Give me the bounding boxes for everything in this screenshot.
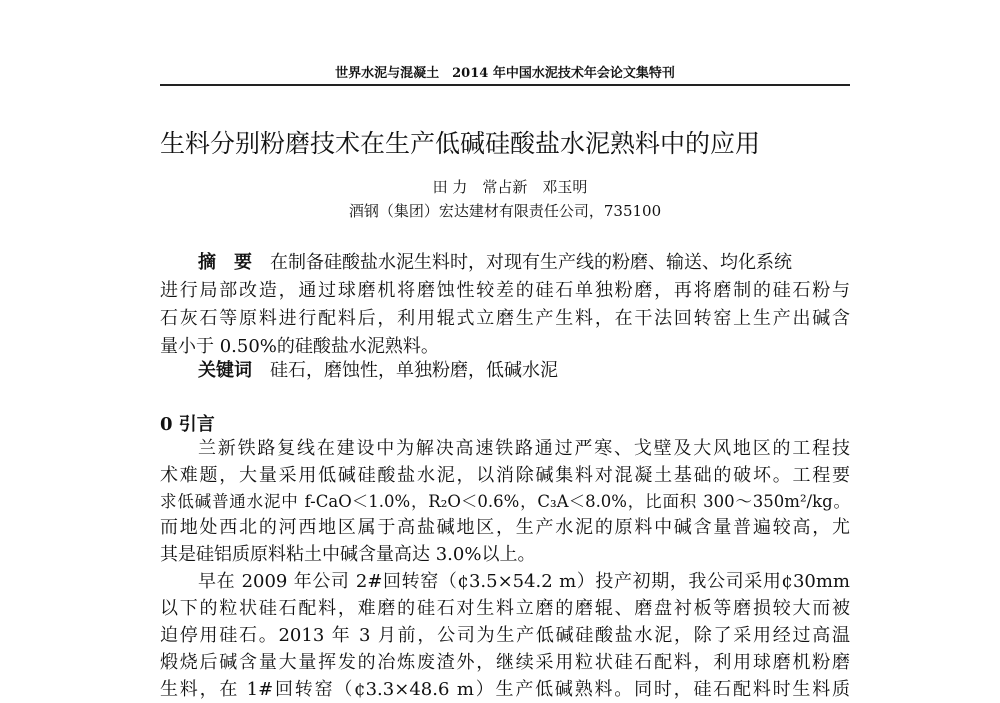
body-line: 以下的粒状硅石配料，难磨的硅石对生料立磨的磨辊、磨盘衬板等磨损较大而被 [160,598,850,619]
body-line: 求低碱普通水泥中 f-CaO＜1.0%，R₂O＜0.6%，C₃A＜8.0%，比面积 300～350m²/kg。 [160,492,850,511]
body-line: 生料，在 1#回转窑（¢3.3×48.6 m）生产低碱熟料。同时，硅石配料时生料质 [160,679,850,700]
abstract-line: 石灰石等原料进行配料后，利用辊式立磨生产生料，在干法回转窑上生产出碱含 [160,308,850,329]
body-line: 而地处西北的河西地区属于高盐碱地区，生产水泥的原料中碱含量普遍较高，尤 [160,517,850,538]
body-line: 迫停用硅石。2013 年 3 月前，公司为生产低碱硅酸盐水泥，除了采用经过高温 [160,625,850,646]
running-header: 世界水泥与混凝土 2014 年中国水泥技术年会论文集特刊 [335,66,675,81]
abstract-text: 在制备硅酸盐水泥生料时，对现有生产线的粉磨、输送、均化系统 [270,252,792,273]
body-line: 其是硅铝质原料粘土中碱含量高达 3.0%以上。 [160,544,536,565]
section-heading: 0 引言 [160,414,215,435]
keywords-line [160,360,850,382]
body-line: 煅烧后碱含量大量挥发的冶炼废渣外，继续采用粒状硅石配料，利用球磨机粉磨 [160,652,850,673]
abstract-line [160,252,850,274]
paper-title: 生料分别粉磨技术在生产低碱硅酸盐水泥熟料中的应用 [160,129,761,158]
abstract-label: 摘 要 [198,252,252,273]
body-line: 术难题，大量采用低碱硅酸盐水泥，以消除碱集料对混凝土基础的破坏。工程要 [160,465,850,486]
header-rule [160,84,850,86]
authors: 田 力 常占新 邓玉明 [432,178,588,196]
body-line: 兰新铁路复线在建设中为解决高速铁路通过严寒、戈壁及大风地区的工程技 [198,438,850,459]
keywords-label: 关键词 [198,360,252,381]
abstract-line: 量小于 0.50%的硅酸盐水泥熟料。 [160,336,439,357]
body-line: 早在 2009 年公司 2#回转窑（¢3.5×54.2 m）投产初期，我公司采用¢30mm [198,571,850,592]
keywords-text: 硅石，磨蚀性，单独粉磨，低碱水泥 [270,360,558,381]
abstract-line: 进行局部改造，通过球磨机将磨蚀性较差的硅石单独粉磨，再将磨制的硅石粉与 [160,280,850,301]
affiliation: 酒钢（集团）宏达建材有限责任公司，735100 [348,202,662,220]
